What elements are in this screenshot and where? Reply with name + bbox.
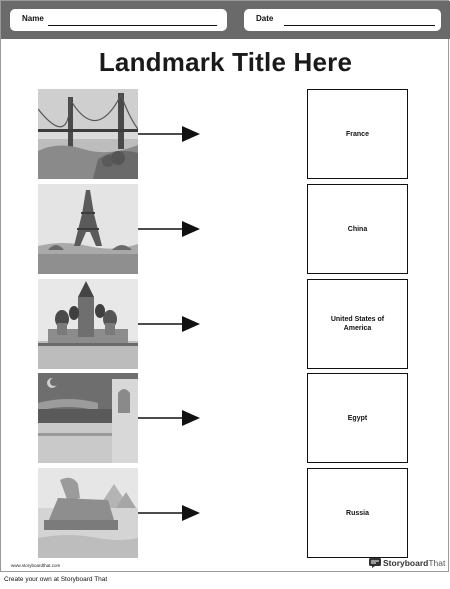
- landmark-row: [1, 468, 450, 558]
- name-field[interactable]: [10, 9, 227, 31]
- landmark-row: [1, 89, 450, 179]
- arrow-right-icon: [138, 220, 200, 238]
- name-label: Name: [22, 14, 44, 23]
- answer-label: Russia: [346, 509, 369, 517]
- answer-label: France: [346, 130, 369, 138]
- answer-label: Egypt: [347, 414, 368, 422]
- arrow-right-icon: [138, 125, 200, 143]
- landmark-row: [1, 279, 450, 369]
- date-field[interactable]: [244, 9, 441, 31]
- storyboard-logo-icon: [369, 558, 381, 568]
- great-wall-picture: [38, 373, 138, 463]
- answer-box[interactable]: [307, 184, 408, 274]
- arrow-right-icon: [138, 504, 200, 522]
- brand-main: Storyboard: [383, 558, 429, 568]
- landmark-row: [1, 373, 450, 463]
- landmark-row: [1, 184, 450, 274]
- brand-name: [383, 558, 445, 568]
- saint-basils-cathedral-picture: [38, 279, 138, 369]
- credit-text: Create your own at Storyboard That: [4, 576, 108, 583]
- answer-box[interactable]: [307, 373, 408, 463]
- answer-label: China: [347, 225, 368, 233]
- date-label: Date: [256, 14, 274, 23]
- page-title: Landmark Title Here: [98, 47, 353, 77]
- golden-gate-bridge-picture: [38, 89, 138, 179]
- name-line: [48, 25, 217, 26]
- storyboardthat-logo: [369, 558, 445, 568]
- answer-label: United States of America: [330, 316, 385, 332]
- answer-box[interactable]: [307, 468, 408, 558]
- date-line: [284, 25, 435, 26]
- answer-box[interactable]: [307, 89, 408, 179]
- eiffel-tower-picture: [38, 184, 138, 274]
- footer-url: www.storyboardthat.com: [11, 563, 61, 568]
- arrow-right-icon: [138, 315, 200, 333]
- header-bar: [1, 1, 450, 39]
- sphinx-picture: [38, 468, 138, 558]
- answer-box[interactable]: [307, 279, 408, 369]
- arrow-right-icon: [138, 409, 200, 427]
- brand-light: That: [428, 558, 446, 568]
